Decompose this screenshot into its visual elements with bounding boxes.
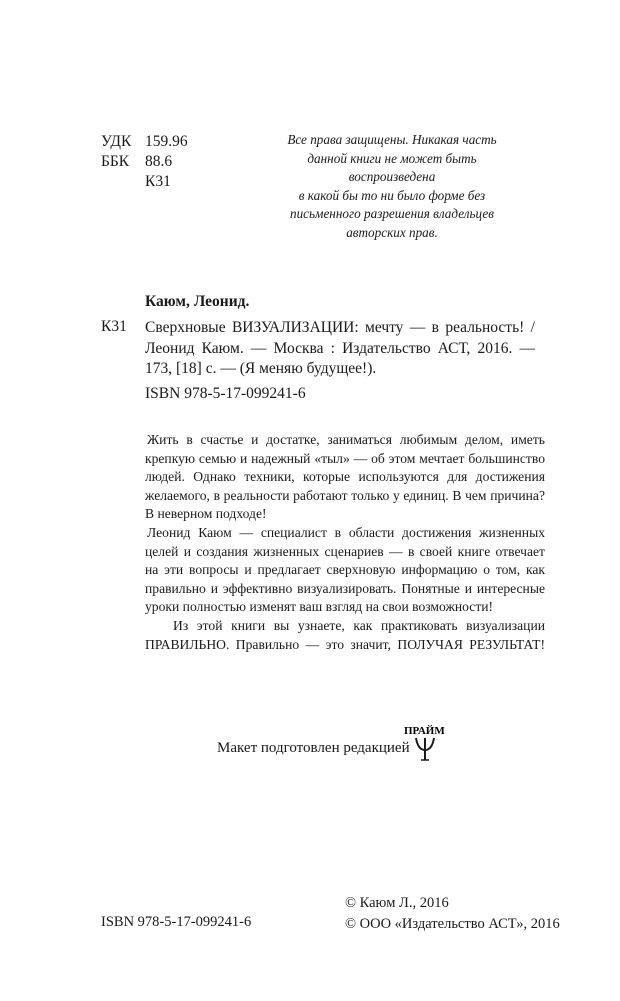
class-key: УДК [101, 133, 132, 150]
annotation-line: Из этой книги вы узнаете, как практиковать визуализации [173, 617, 545, 633]
author-sign-row [101, 172, 188, 192]
copyright-line: © ООО «Издательство АСТ», 2016 [345, 916, 560, 932]
entry-line: 173, [18] с. — (Я меняю будущее!). [145, 360, 377, 377]
rights-line: авторских прав. [346, 224, 438, 240]
annotation-line: крепкую семью и надежный «тыл» — об этом мечтает большинство [145, 450, 545, 466]
copyright-notice [345, 893, 560, 935]
class-value: 159.96 [145, 133, 188, 150]
annotation-line: Жить в счастье и достатке, заниматься любимым делом, иметь [147, 432, 545, 447]
bbk-row [101, 152, 188, 172]
praim-logo-icon [402, 720, 448, 764]
classification-codes [101, 132, 188, 192]
entry-line: Леонид Каюм. — Москва : Издательство АСТ, 2016. — [145, 339, 535, 357]
imprint-text: Макет подготовлен редакцией [217, 740, 410, 756]
annotation-line: на эти вопросы и предлагает сверхновую информацию о том, как [145, 562, 545, 578]
rights-line: в какой бы то ни было форме без [298, 187, 486, 203]
isbn: ISBN 978-5-17-099241-6 [145, 385, 306, 402]
entry-code: К31 [101, 318, 127, 335]
rights-line: Все права защищены. Никакая часть [287, 132, 497, 147]
entry-line: Сверхновые ВИЗУАЛИЗАЦИИ: мечту — в реальность! / [145, 319, 535, 336]
author-heading: Каюм, Леонид. [145, 293, 250, 310]
logo-text: ПРАЙМ [404, 725, 445, 737]
rights-line: данной книги не может быть воспроизведена [307, 150, 477, 184]
annotation-line: уроки полностью изменят ваш взгляд на свои возможности! [145, 599, 494, 615]
class-value: 88.6 [145, 153, 173, 170]
annotation-line: целей и создания жизненных сценариев — в своей книге отвечает [145, 543, 545, 559]
annotation-line: людей. Однако техники, которые используются для достижения [145, 469, 545, 485]
annotation-line: желаемого, в реальности работают только у единиц. В чем причина? [145, 487, 545, 503]
annotation-line: ПРАВИЛЬНО. Правильно — это значит, ПОЛУЧАЯ РЕЗУЛЬТАТ! [145, 636, 545, 652]
class-key: ББК [101, 153, 130, 170]
copyright-line: © Каюм Л., 2016 [345, 895, 449, 911]
udk-row [101, 132, 188, 152]
annotation [145, 431, 545, 654]
annotation-line: В неверном подходе! [145, 506, 267, 522]
rights-notice [283, 131, 501, 242]
isbn-bottom: ISBN 978-5-17-099241-6 [101, 914, 252, 930]
class-value: К31 [145, 173, 171, 190]
annotation-line: Леонид Каюм — специалист в области достижения жизненных [147, 524, 545, 540]
bibliographic-entry [145, 318, 535, 380]
rights-line: письменного разрешения владельцев [289, 206, 494, 221]
annotation-line: правильно и эффективно визуализировать. Понятные и интересные [145, 580, 545, 596]
class-key [101, 172, 145, 192]
